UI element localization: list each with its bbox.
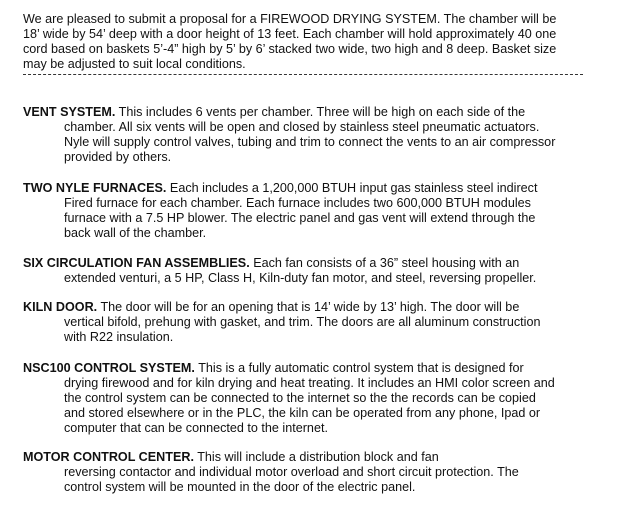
section-first-line (23, 181, 598, 196)
section-text: drying firewood and for kiln drying and heat treating. It includes an HMI color screen and (64, 376, 555, 390)
section-text: furnace with a 7.5 HP blower. The electric panel and gas vent will extend through the (64, 211, 536, 225)
intro-paragraph (23, 12, 618, 72)
section-text: The door will be for an opening that is 14’ wide by 13’ high. The door will be (97, 300, 520, 314)
section-text: the control system can be connected to the internet so the the records can be copied (64, 391, 536, 405)
intro-line: cord based on baskets 5’-4” high by 5’ by 6’ stacked two wide, two high and 8 deep. Basket size (23, 42, 557, 56)
section-text: provided by others. (64, 150, 172, 164)
section-first-line (23, 361, 598, 376)
section-text: Fired furnace for each chamber. Each furnace includes two 600,000 BTUH modules (64, 196, 531, 210)
section-text: back wall of the chamber. (64, 226, 207, 240)
section-title: MOTOR CONTROL CENTER. (23, 450, 194, 464)
section-fan-assemblies (23, 256, 598, 286)
section-text: and stored elsewhere or in the PLC, the kiln can be operated from any phone, Ipad or (64, 406, 541, 420)
section-furnaces (23, 181, 598, 241)
section-title: TWO NYLE FURNACES. (23, 181, 167, 195)
section-kiln-door (23, 300, 598, 345)
section-text: with R22 insulation. (64, 330, 174, 344)
section-text: Each includes a 1,200,000 BTUH input gas stainless steel indirect (166, 181, 538, 195)
section-text: This will include a distribution block and fan (193, 450, 439, 464)
section-title: KILN DOOR. (23, 300, 98, 314)
section-title: VENT SYSTEM. (23, 105, 116, 119)
section-text: reversing contactor and individual motor overload and short circuit protection. The (64, 465, 519, 479)
section-text: This includes 6 vents per chamber. Three will be high on each side of the (115, 105, 526, 119)
section-vent-system (23, 105, 598, 165)
intro-line: may be adjusted to suit local conditions. (23, 57, 246, 71)
section-text: vertical bifold, prehung with gasket, and trim. The doors are all aluminum construction (64, 315, 541, 329)
intro-line: 18’ wide by 54’ deep with a door height of 13 feet. Each chamber will hold approximately 40 one (23, 27, 557, 41)
section-text: computer that can be connected to the internet. (64, 421, 328, 435)
section-text: Nyle will supply control valves, tubing and trim to connect the vents to an air compressor (64, 135, 556, 149)
dashed-divider (23, 74, 583, 75)
section-first-line (23, 300, 598, 315)
section-text: chamber. All six vents will be open and closed by stainless steel pneumatic actuators. (64, 120, 540, 134)
section-first-line (23, 450, 598, 465)
section-text: extended venturi, a 5 HP, Class H, Kiln-duty fan motor, and steel, reversing propeller. (64, 271, 537, 285)
section-text: control system will be mounted in the door of the electric panel. (64, 480, 416, 494)
section-first-line (23, 256, 598, 271)
section-title: NSC100 CONTROL SYSTEM. (23, 361, 195, 375)
section-first-line (23, 105, 598, 120)
intro-line: We are pleased to submit a proposal for a FIREWOOD DRYING SYSTEM. The chamber will be (23, 12, 557, 26)
section-motor-control (23, 450, 598, 495)
section-title: SIX CIRCULATION FAN ASSEMBLIES. (23, 256, 250, 270)
section-text: Each fan consists of a 36” steel housing with an (249, 256, 520, 270)
section-text: This is a fully automatic control system that is designed for (194, 361, 524, 375)
section-control-system (23, 361, 598, 436)
